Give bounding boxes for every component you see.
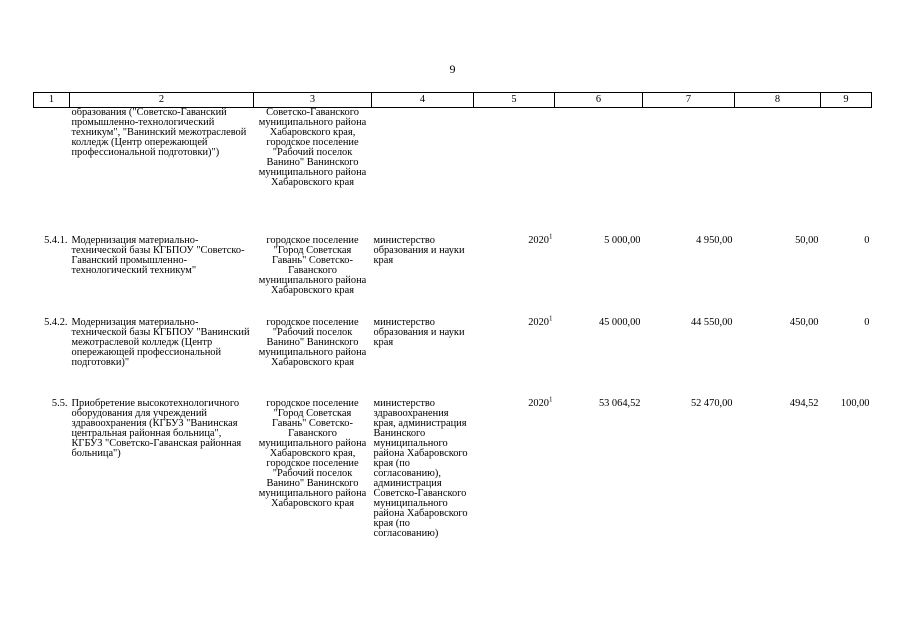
measure-name: образования ("Советско-Гаванский промышленно-технологический техникум", "Ванинский межотраслевой колледж (Центр опережающей профессиональной подготовки)") bbox=[71, 107, 247, 158]
row-number: 5.5. bbox=[51, 398, 68, 409]
col9-amount: 100,00 bbox=[840, 398, 870, 409]
col9-amount bbox=[821, 108, 872, 233]
year-footnote: 1 bbox=[549, 395, 553, 404]
total-amount: 45 000,00 bbox=[598, 317, 641, 328]
location: городское поселение "Рабочий поселок Ванино" Ванинского муниципального района Хабаровского края bbox=[258, 317, 367, 368]
location: городское поселение "Город Советская Гавань" Советско-Гаванского муниципального района Хабаровского края bbox=[258, 235, 367, 296]
header-col-6: 6 bbox=[555, 93, 643, 108]
table-row bbox=[34, 395, 872, 539]
table-row bbox=[34, 314, 872, 395]
measure-name: Модернизация материально-технической базы КГБПОУ "Ванинский межотраслевой колледж (Центр опережающей профессиональной подготовки)" bbox=[71, 317, 250, 368]
col7-amount: 52 470,00 bbox=[690, 398, 733, 409]
table-row bbox=[34, 108, 872, 233]
location: городское поселение "Город Советская Гавань" Советско-Гаванского муниципального района Хабаровского края, городское поселение "Рабочий поселок Ванино" Ванинского муниципального района Хабаровского края bbox=[258, 398, 367, 509]
measure-name: Приобретение высокотехнологичного оборудования для учреждений здравоохранения (КГБУЗ "Ванинская центральная районная больница", КГБУЗ "Советско-Гаванская районная больница") bbox=[71, 398, 242, 459]
executor: министерство здравоохранения края, администрация Ванинского муниципального района Хабаровского края (по согласованию), администрация Советско-Гаванского муниципального района Хабаровского края (по согласованию) bbox=[373, 398, 468, 539]
year bbox=[474, 108, 555, 233]
year-footnote: 1 bbox=[549, 232, 553, 241]
total-amount: 53 064,52 bbox=[598, 398, 641, 409]
col8-amount bbox=[735, 108, 821, 233]
header-col-7: 7 bbox=[643, 93, 735, 108]
measure-name: Модернизация материально-технической базы КГБПОУ "Советско-Гаванский промышленно-технологический техникум" bbox=[71, 235, 245, 276]
page-number: 9 bbox=[449, 62, 456, 76]
header-col-5: 5 bbox=[474, 93, 555, 108]
year-value: 2020 bbox=[528, 235, 549, 246]
col8-amount: 50,00 bbox=[795, 235, 819, 246]
col9-amount: 0 bbox=[864, 317, 870, 328]
year-footnote: 1 bbox=[549, 314, 553, 323]
executor bbox=[372, 108, 474, 233]
header-col-8: 8 bbox=[735, 93, 821, 108]
year-value: 2020 bbox=[528, 398, 549, 409]
executor: министерство образования и науки края bbox=[373, 317, 465, 348]
row-number: 5.4.1. bbox=[44, 235, 68, 246]
col8-amount: 450,00 bbox=[789, 317, 819, 328]
location: Советско-Гаванского муниципального района Хабаровского края, городское поселение "Рабочий поселок Ванино" Ванинского муниципального района Хабаровского края bbox=[258, 107, 367, 188]
total-amount: 5 000,00 bbox=[604, 235, 641, 246]
header-col-1: 1 bbox=[34, 93, 70, 108]
measures-table bbox=[33, 92, 872, 539]
year bbox=[474, 232, 555, 314]
col9-amount: 0 bbox=[864, 235, 870, 246]
col7-amount: 44 550,00 bbox=[690, 317, 733, 328]
row-number: 5.4.2. bbox=[44, 317, 68, 328]
total-amount bbox=[555, 108, 643, 233]
year-value: 2020 bbox=[528, 317, 549, 328]
header-col-9: 9 bbox=[821, 93, 872, 108]
year bbox=[474, 395, 555, 539]
header-col-4: 4 bbox=[372, 93, 474, 108]
col7-amount bbox=[643, 108, 735, 233]
table-row bbox=[34, 232, 872, 314]
row-number bbox=[34, 108, 70, 233]
executor: министерство образования и науки края bbox=[373, 235, 465, 266]
col8-amount: 494,52 bbox=[789, 398, 819, 409]
col7-amount: 4 950,00 bbox=[696, 235, 733, 246]
header-col-2: 2 bbox=[70, 93, 254, 108]
header-row bbox=[34, 93, 872, 108]
year bbox=[474, 314, 555, 395]
header-col-3: 3 bbox=[254, 93, 372, 108]
